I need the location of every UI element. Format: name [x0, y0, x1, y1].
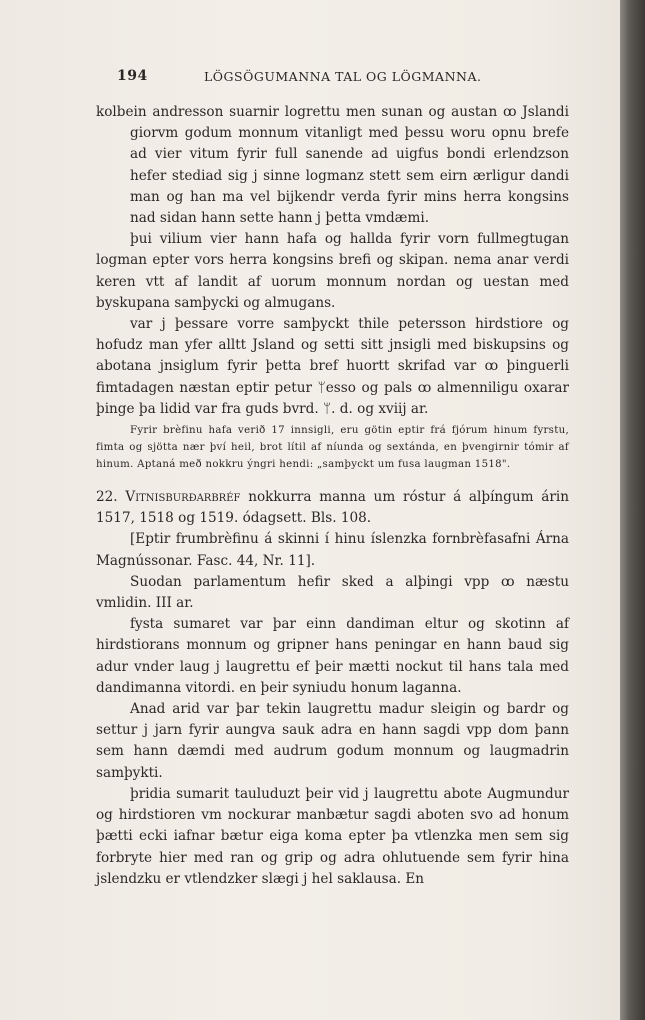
- running-title: LÖGSÖGUMANNA TAL OG LÖGMANNA.: [204, 69, 482, 84]
- page-number: 194: [117, 68, 148, 84]
- editorial-note: Fyrir brèfinu hafa verið 17 innsigli, eru götin eptir frá fjórum hinum fyrstu, fimta og sjötta nær því heil, brot lítil af níunda og sextánda, en þvengirnir tómir af hinum. Aptaná með nokkru ýngri hendi: „samþyckt um fusa laugman 1518".: [96, 425, 569, 471]
- paragraph: fysta sumaret var þar einn dandiman eltur og skotinn af hirdstiorans monnum og gripner hans peningar en hann baud sig adur vnder laug j laugrettu ef þeir mætti nockut til hans tala med dandimanna vitordi. en þeir syniudu honum laganna.: [96, 616, 569, 696]
- body-text: [96, 102, 569, 890]
- section-number: 22.: [96, 489, 118, 506]
- paragraph: var j þessare vorre samþyckt thile petersson hirdstiore og hofudz man yfer alltt Jsland og setti sitt jnsigli med biskupsins og abotana jnsiglum fyrir þetta bref huortt skrifad var ꝏ þinguerli fimtadagen næstan eptir petur ᛘesso og pals ꝏ almenniligu oxarar þinge þa lidid var fra guds bvrd. ᛘ. d. og xviij ar.: [96, 316, 569, 417]
- section-gap: [96, 473, 569, 487]
- paragraph: Suodan parlamentum hefir sked a alþingi vpp ꝏ næstu vmlidin. III ar.: [96, 573, 569, 612]
- paragraph: kolbein andresson suarnir logrettu men sunan og austan ꝏ Jslandi giorvm godum monnum vitanligt med þessu woru opnu brefe ad vier vitum fyrir full sanende ad uigfus bondi erlendzson hefer stediad sig j sinne logmanz stett sem eirn ærligur dandi man og han ma vel bijkendr verda fyrir mins herra kongsins nad sidan hann sette hann j þetta vmdæmi.: [96, 104, 569, 227]
- paragraph: þui vilium vier hann hafa og hallda fyrir vorn fullmegtugan logman epter vors herra kongsins brefi og skipan. nema anar verdi keren vtt af landit af uorum monnum nordan og uestan med byskupana samþycki og almugans.: [96, 231, 569, 311]
- page-header: [117, 68, 577, 88]
- paragraph: þridia sumarit tauluduzt þeir vid j laugrettu abote Augmundur og hirdstioren vm nockurar manbætur sagdi aboten svo ad honum þætti ecki iafnar bætur eiga koma epter þa vtlenzka men sem sig forbryte hier med ran og grip og adra ohlutuende sem fyrir hina jslendzku er vtlendzker slægi j hel saklausa. En: [96, 785, 569, 887]
- section-title-caps: Vitnisburðarbréf: [125, 489, 241, 506]
- paragraph: Anad arid var þar tekin laugrettu madur sleigin og bardr og settur j jarn fyrir aungva sauk adra en hann sagdi vpp dom þann sem hann dæmdi med audrum godum monnum og laugmadrin samþykti.: [96, 701, 569, 781]
- book-spine-edge: [620, 0, 645, 1020]
- section-heading: [96, 487, 569, 529]
- section-title-rest: nokkurra manna um róstur á alþíngum árin 1517, 1518 og 1519. ódagsett. Bls. 108.: [96, 489, 569, 527]
- section-source: [Eptir frumbrèfinu á skinni í hinu íslenzka fornbrèfasafni Árna Magnússonar. Fasc. 44, Nr. 11].: [96, 531, 569, 569]
